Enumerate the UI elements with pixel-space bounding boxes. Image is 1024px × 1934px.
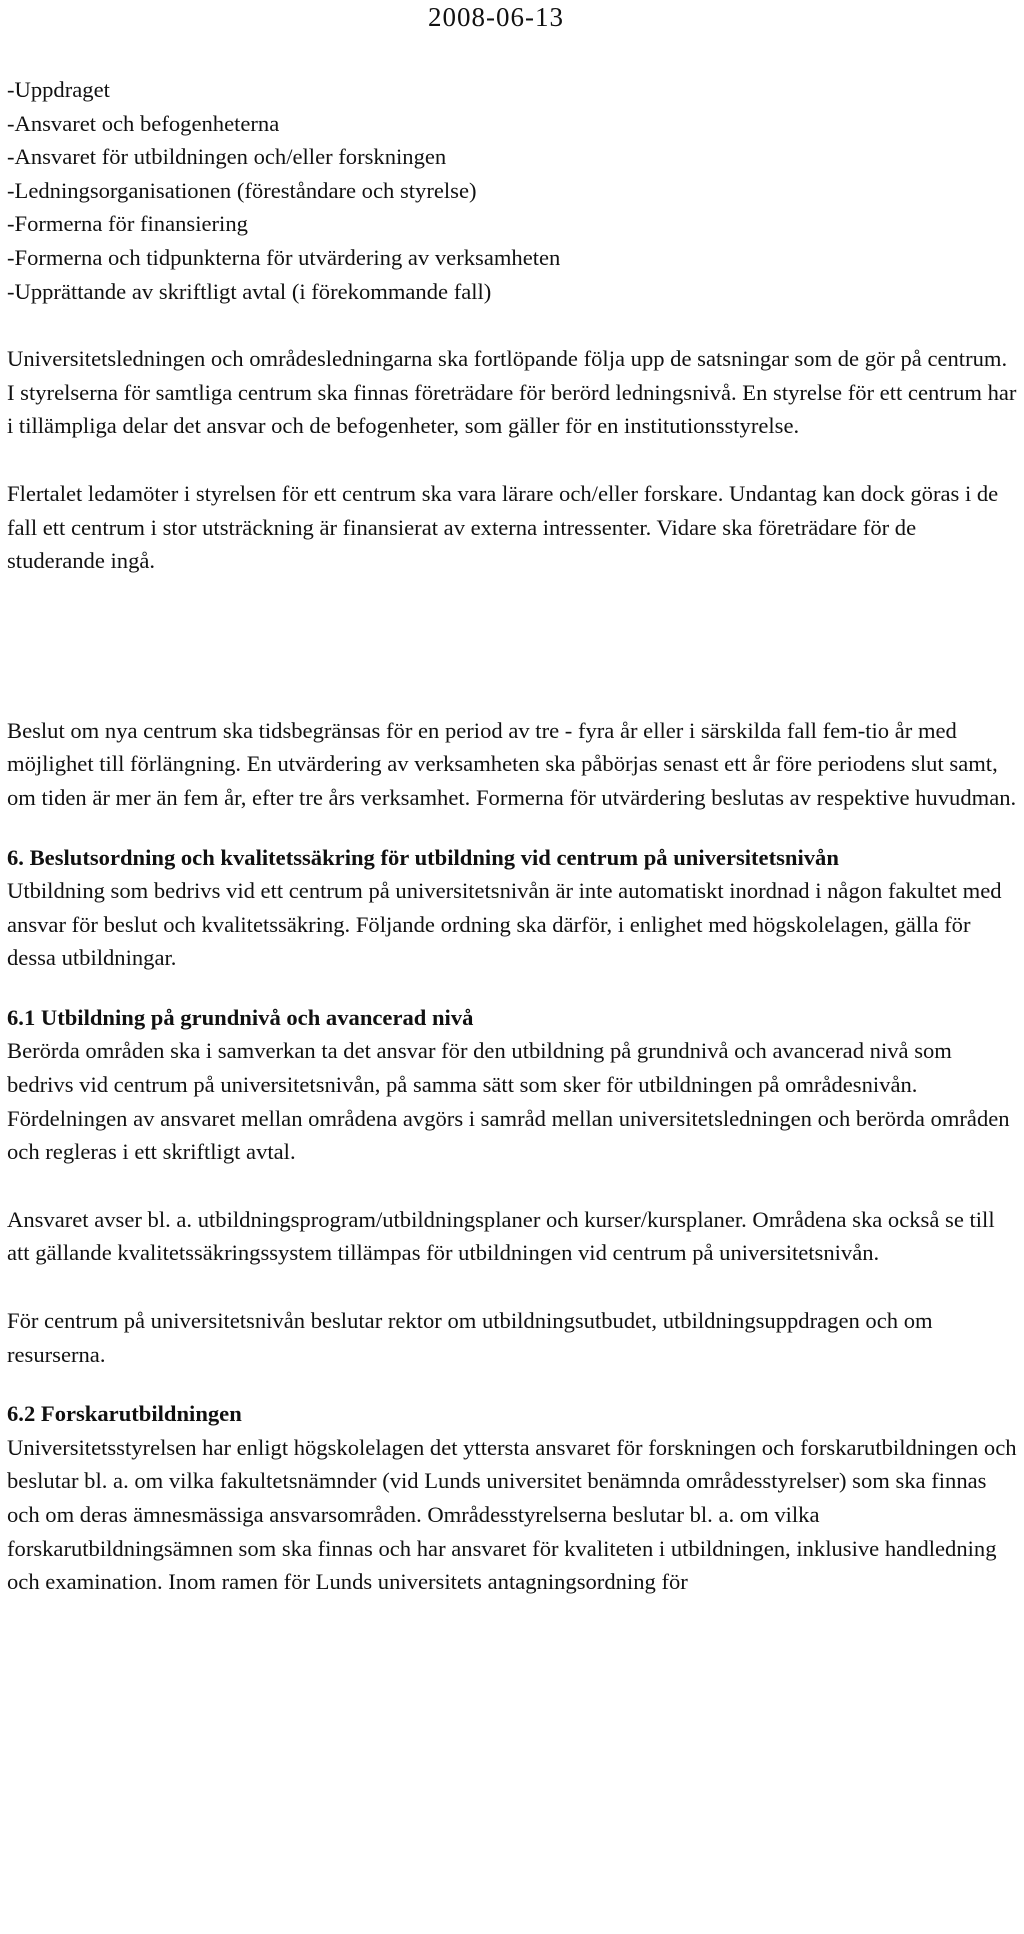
list-item: -Ledningsorganisationen (föreståndare och styrelse) xyxy=(7,177,477,203)
section-6-heading: 6. Beslutsordning och kvalitetssäkring för utbildning vid centrum på universitetsnivån xyxy=(7,844,839,870)
document-date: 2008-06-13 xyxy=(428,2,564,32)
list-item: -Upprättande av skriftligt avtal (i förekommande fall) xyxy=(7,278,492,304)
list-item: -Ansvaret och befogenheterna xyxy=(7,110,280,136)
section-6-1-body-2: Ansvaret avser bl. a. utbildningsprogram/utbildningsplaner och kurser/kursplaner. Områdena ska också se till att gällande kvalitetssäkringssystem tillämpas för utbildningen vid centrum på universitetsnivån. xyxy=(7,1206,995,1266)
list-item: -Formerna för finansiering xyxy=(7,211,248,237)
section-6-2-body-1: Universitetsstyrelsen har enligt högskolelagen det yttersta ansvaret för forskningen och forskarutbildningen och beslutar bl. a. om vilka fakultetsnämnder (vid Lunds universitet benämnda områdesstyrelser) som ska finnas och om deras ämnesmässiga ansvarsområden. Områdesstyrelserna beslutar bl. a. om vilka forskarutbildningsämnen som ska finnas och har ansvaret för kvaliteten i utbildningen, inklusive handledning och examination. Inom ramen för Lunds universitets antagningsordning för xyxy=(7,1434,1017,1595)
list-item: -Formerna och tidpunkterna för utvärdering av verksamheten xyxy=(7,244,561,270)
agreement-contents-list xyxy=(7,73,1019,308)
section-6-1-body-3: För centrum på universitetsnivån beslutar rektor om utbildningsutbudet, utbildningsuppdragen och om resurserna. xyxy=(7,1308,933,1367)
section-6-2-heading: 6.2 Forskarutbildningen xyxy=(7,1401,242,1427)
paragraph-board-members: Flertalet ledamöter i styrelsen för ett centrum ska vara lärare och/eller forskare. Undantag kan dock göras i de fall ett centrum i stor utsträckning är finansierat av externa intressenter. Vidare ska företrädare för de studerande ingå. xyxy=(7,480,999,574)
paragraph-follow-up: Universitetsledningen och områdesledningarna ska fortlöpande följa upp de satsningar som de gör på centrum. I styrelserna för samtliga centrum ska finnas företrädare för berörd ledningsnivå. En styrelse för ett centrum har i tillämpliga delar det ansvar och de befogenheter, som gäller för en institutionsstyrelse. xyxy=(7,346,1017,439)
section-6-body: Utbildning som bedrivs vid ett centrum på universitetsnivån är inte automatiskt inordnad i någon fakultet med ansvar för beslut och kvalitetssäkring. Följande ordning ska därför, i enlighet med högskolelagen, gälla för dessa utbildningar. xyxy=(7,878,1002,971)
list-item: -Uppdraget xyxy=(7,77,110,102)
section-6-1-body-1: Berörda områden ska i samverkan ta det ansvar för den utbildning på grundnivå och avancerad nivå som bedrivs vid centrum på universitetsnivån, på samma sätt som sker för utbildningen på områdesnivån. Fördelningen av ansvaret mellan områdena avgörs i samråd mellan universitetsledningen och berörda områden och regleras i ett skriftligt avtal. xyxy=(7,1038,1010,1165)
document-body xyxy=(7,73,1019,1599)
list-item: -Ansvaret för utbildningen och/eller forskningen xyxy=(7,144,447,170)
paragraph-time-limit: Beslut om nya centrum ska tidsbegränsas för en period av tre - fyra år eller i särskilda fall fem-tio år med möjlighet till förlängning. En utvärdering av verksamheten ska påbörjas senast ett år före periodens slut samt, om tiden är mer än fem år, efter tre års verksamhet. Formerna för utvärdering beslutas av respektive huvudman. xyxy=(7,717,1017,810)
section-6-1-heading: 6.1 Utbildning på grundnivå och avancerad nivå xyxy=(7,1004,474,1030)
